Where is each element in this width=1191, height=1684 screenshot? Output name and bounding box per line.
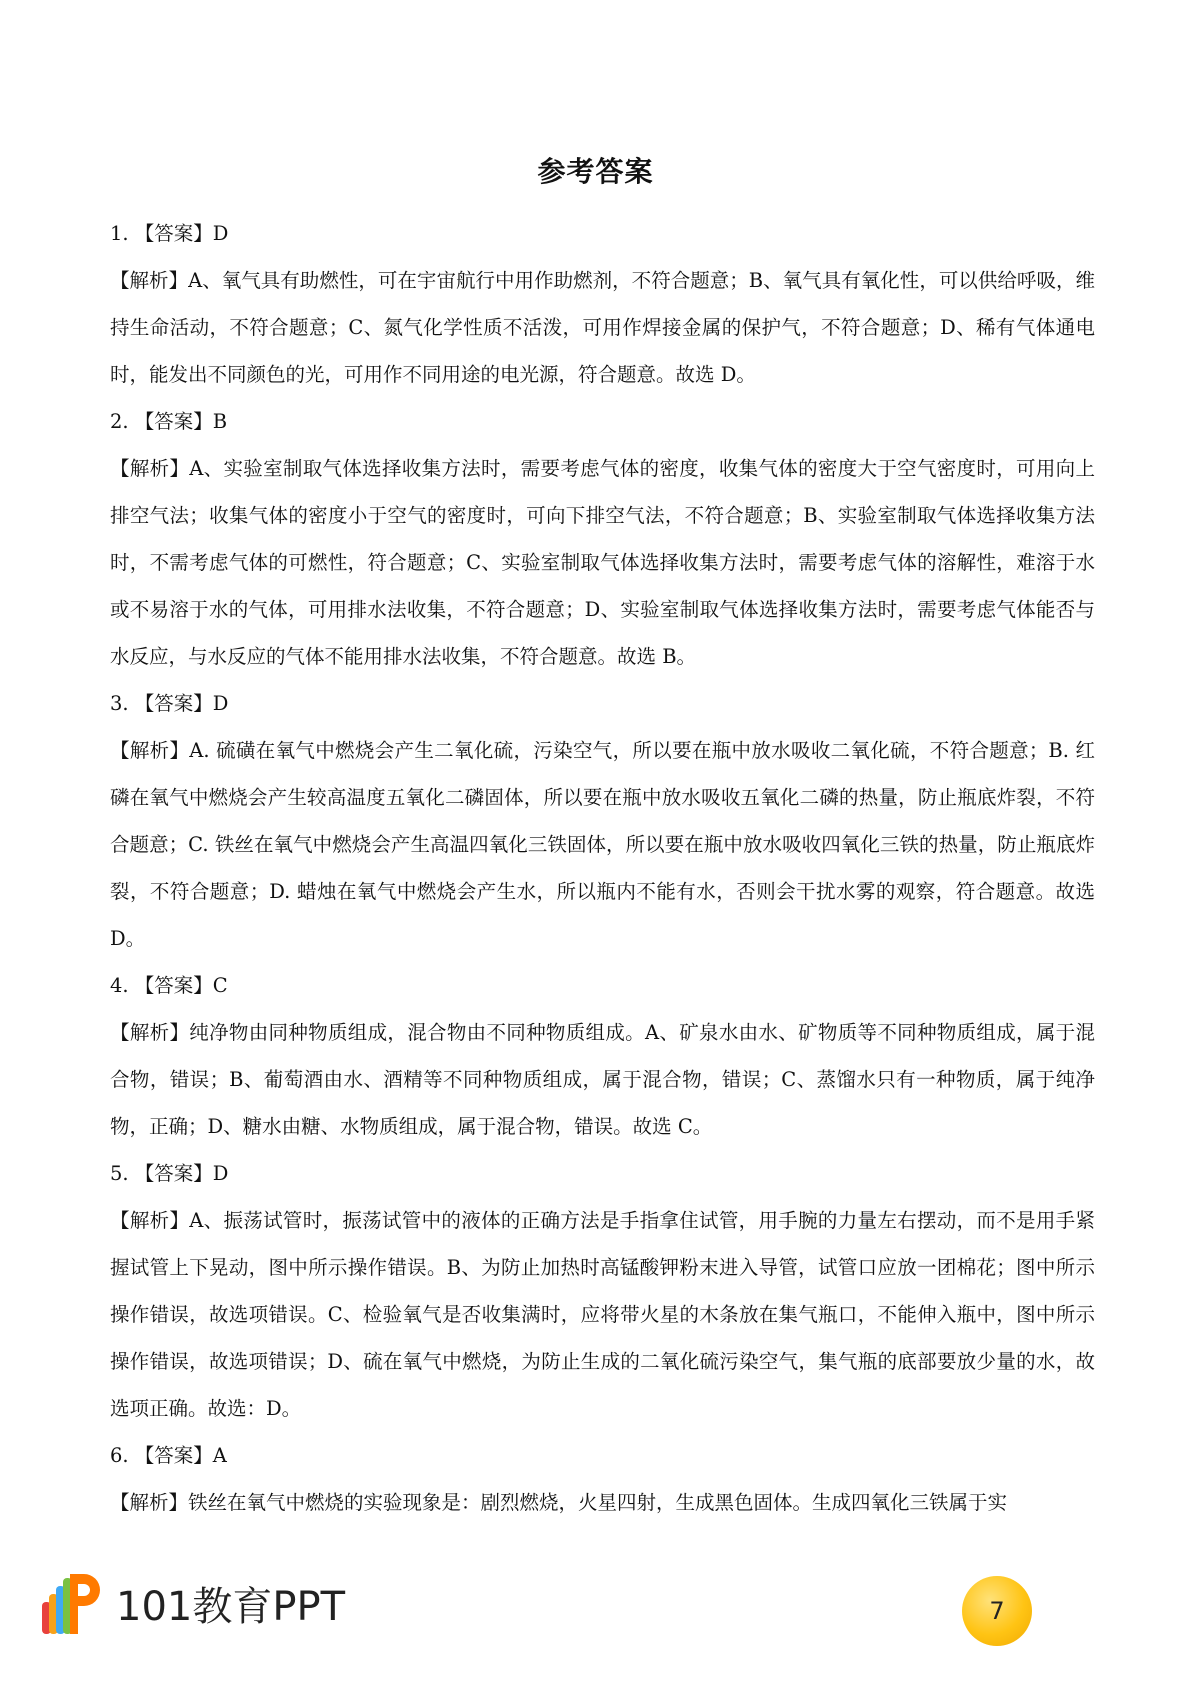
101-edu-logo-icon bbox=[40, 1568, 102, 1638]
footer-logo bbox=[40, 1568, 345, 1638]
answer-4: 4. 【答案】C bbox=[110, 974, 228, 997]
answer-5: 5. 【答案】D bbox=[110, 1162, 229, 1185]
analysis-2: 【解析】A、实验室制取气体选择收集方法时，需要考虑气体的密度，收集气体的密度大于空气密度时，可用向上排空气法；收集气体的密度小于空气的密度时，可向下排空气法，不符合题意；B、实验室制取气体选择收集方法时，不需考虑气体的可燃性，符合题意；C、实验室制取气体选择收集方法时，需要考虑气体的溶解性，难溶于水或不易溶于水的气体，可用排水法收集，不符合题意；D、实验室制取气体选择收集方法时，需要考虑气体能否与水反应，与水反应的气体不能用排水法收集，不符合题意。故选 B。 bbox=[110, 457, 1095, 668]
page-number: 7 bbox=[989, 1597, 1005, 1625]
analysis-3: 【解析】A. 硫磺在氧气中燃烧会产生二氧化硫，污染空气，所以要在瓶中放水吸收二氧化硫，不符合题意；B. 红磷在氧气中燃烧会产生较高温度五氧化二磷固体，所以要在瓶中放水吸收五氧化二磷的热量，防止瓶底炸裂，不符合题意；C. 铁丝在氧气中燃烧会产生高温四氧化三铁固体，所以要在瓶中放水吸收四氧化三铁的热量，防止瓶底炸裂，不符合题意；D. 蜡烛在氧气中燃烧会产生水，所以瓶内不能有水，否则会干扰水雾的观察，符合题意。故选 D。 bbox=[110, 739, 1095, 950]
answer-1: 1. 【答案】D bbox=[110, 222, 229, 245]
answer-3: 3. 【答案】D bbox=[110, 692, 229, 715]
analysis-5: 【解析】A、振荡试管时，振荡试管中的液体的正确方法是手指拿住试管，用手腕的力量左右摆动，而不是用手紧握试管上下晃动，图中所示操作错误。B、为防止加热时高锰酸钾粉末进入导管，试管口应放一团棉花；图中所示操作错误，故选项错误。C、检验氧气是否收集满时，应将带火星的木条放在集气瓶口，不能伸入瓶中，图中所示操作错误，故选项错误；D、硫在氧气中燃烧，为防止生成的二氧化硫污染空气，集气瓶的底部要放少量的水，故选项正确。故选：D。 bbox=[110, 1209, 1095, 1420]
analysis-6: 【解析】铁丝在氧气中燃烧的实验现象是：剧烈燃烧，火星四射，生成黑色固体。生成四氧化三铁属于实 bbox=[110, 1491, 1008, 1514]
page-number-badge bbox=[962, 1576, 1032, 1646]
page-title: 参考答案 bbox=[537, 155, 654, 188]
answer-6: 6. 【答案】A bbox=[110, 1444, 227, 1467]
analysis-4: 【解析】纯净物由同种物质组成，混合物由不同种物质组成。A、矿泉水由水、矿物质等不同种物质组成，属于混合物，错误；B、葡萄酒由水、酒精等不同种物质组成，属于混合物，错误；C、蒸馏水只有一种物质，属于纯净物，正确；D、糖水由糖、水物质组成，属于混合物，错误。故选 C。 bbox=[110, 1021, 1095, 1138]
analysis-1: 【解析】A、氧气具有助燃性，可在宇宙航行中用作助燃剂，不符合题意；B、氧气具有氧化性，可以供给呼吸，维持生命活动，不符合题意；C、氮气化学性质不活泼，可用作焊接金属的保护气，不符合题意；D、稀有气体通电时，能发出不同颜色的光，可用作不同用途的电光源，符合题意。故选 D。 bbox=[110, 269, 1095, 386]
answer-list bbox=[110, 210, 1095, 1526]
brand-name: 101教育PPT bbox=[116, 1583, 346, 1630]
answer-2: 2. 【答案】B bbox=[110, 410, 228, 433]
